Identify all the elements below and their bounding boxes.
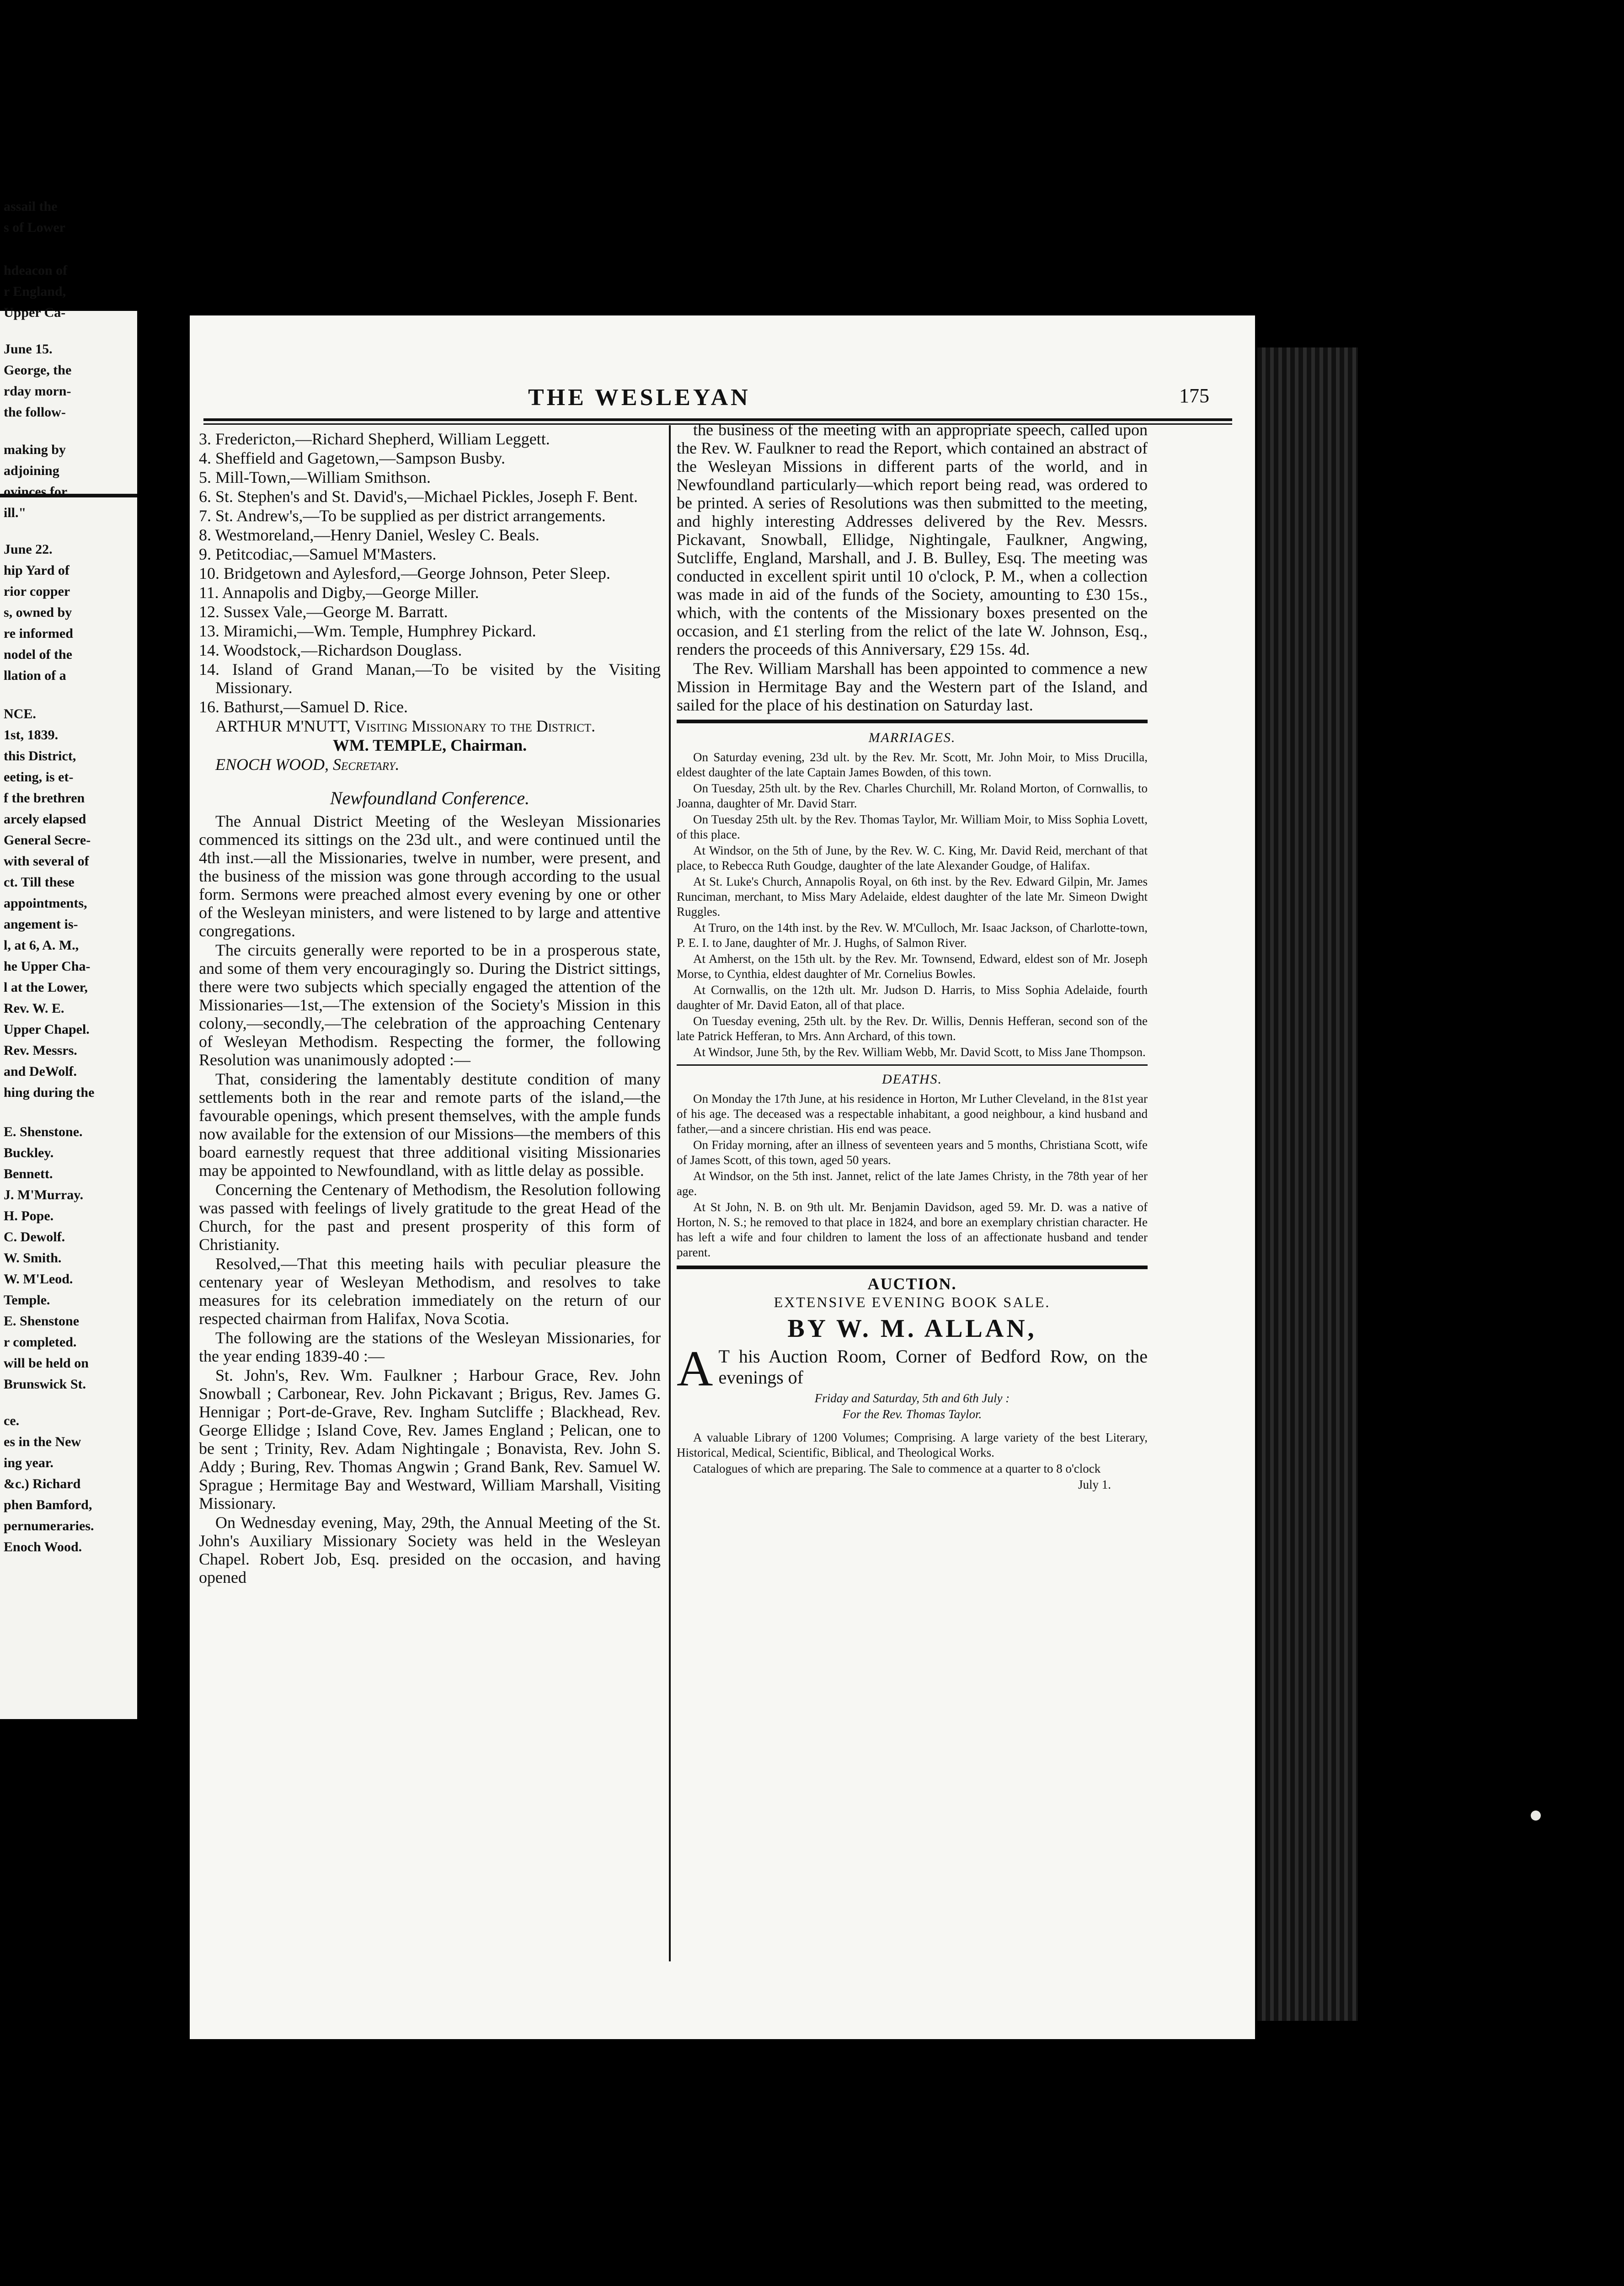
paragraph: The Rev. William Marshall has been appointed to commence a new Mission in Hermitage Bay and the Western part of the Island, and sailed for the place of his destination on Saturday last. bbox=[677, 659, 1148, 714]
auction-for: For the Rev. Thomas Taylor. bbox=[842, 1407, 982, 1421]
fragment-line: E. Shenstone. bbox=[4, 1124, 83, 1139]
fragment-line: &c.) Richard bbox=[4, 1476, 81, 1491]
fragment-line: l at the Lower, bbox=[4, 980, 88, 995]
fragment-line: l, at 6, A. M., bbox=[4, 938, 79, 953]
fragment-line: ing year. bbox=[4, 1455, 53, 1470]
auction-lead-text: T his Auction Room, Corner of Bedford Row, on the evenings of bbox=[718, 1346, 1148, 1388]
fragment-line: Brunswick St. bbox=[4, 1377, 86, 1392]
fragment-line: and DeWolf. bbox=[4, 1064, 77, 1079]
auction-catalogues: Catalogues of which are preparing. The Sale to commence at a quarter to 8 o'clock bbox=[693, 1462, 1101, 1475]
section-rule bbox=[677, 720, 1148, 723]
fragment-line: rday morn- bbox=[4, 384, 71, 399]
right-column bbox=[677, 421, 1148, 1493]
marriage-notice: At Truro, on the 14th inst. by the Rev. W. M'Culloch, Mr. Isaac Jackson, of Charlotte-town, P. E. I. to Jane, daughter of Mr. J. Hughs, of Salmon River. bbox=[677, 921, 1148, 950]
marriage-notice: At Amherst, on the 15th ult. by the Rev. Mr. Townsend, Edward, eldest son of Mr. Joseph Morse, to Cynthia, eldest daughter of Mr. Cornelius Bowles. bbox=[677, 952, 1148, 981]
station-list bbox=[199, 430, 661, 716]
fragment-line: ovinces for bbox=[4, 484, 68, 499]
fragment-line: s of Lower bbox=[4, 220, 65, 235]
fragment-line: Rev. W. E. bbox=[4, 1001, 64, 1016]
fragment-line: W. M'Leod. bbox=[4, 1271, 73, 1287]
marriage-notice: At Windsor, on the 5th of June, by the Rev. W. C. King, Mr. David Reid, merchant of that place, to Rebecca Ruth Goudge, daughter of the late Alexander Goudge, of Halifax. bbox=[677, 844, 1148, 872]
fragment-line: r completed. bbox=[4, 1335, 77, 1350]
fragment-line: phen Bamford, bbox=[4, 1497, 92, 1512]
fragment-line: rior copper bbox=[4, 584, 70, 599]
station-entry: 14. Island of Grand Manan,—To be visited by the Visiting Missionary. bbox=[199, 660, 661, 697]
page-number: 175 bbox=[1179, 385, 1209, 407]
station-entry: 5. Mill-Town,—William Smithson. bbox=[199, 468, 431, 486]
fragment-line: hing during the bbox=[4, 1085, 95, 1100]
fragment-line: ill." bbox=[4, 505, 27, 520]
paragraph: St. John's, Rev. Wm. Faulkner ; Harbour Grace, Rev. John Snowball ; Carbonear, Rev. John Pickavant ; Brigus, Rev. James G. Hennigar ; Port-de-Grave, Rev. Ingham Sutcliffe ; Blackhead, Rev. George Ellidge ; Island Cove, Rev. James England ; Pelican, one to be sent ; Trinity, Rev. Adam Nightingale ; Bonavista, Rev. John S. Addy ; Buring, Rev. Thomas Angwin ; Grand Bank, Rev. Samuel W. Sprague ; Hermitage Bay and Westward, William Marshall, Visiting Missionary. bbox=[199, 1366, 661, 1512]
marriages-heading: MARRIAGES. bbox=[868, 730, 956, 745]
fragment-line: s, owned by bbox=[4, 605, 72, 620]
fragment-line: llation of a bbox=[4, 668, 66, 683]
station-entry: 12. Sussex Vale,—George M. Barratt. bbox=[199, 603, 448, 621]
paragraph: The following are the stations of the Wesleyan Missionaries, for the year ending 1839-40 :— bbox=[199, 1329, 661, 1365]
fragment-line: es in the New bbox=[4, 1434, 81, 1449]
fragment-line: the follow- bbox=[4, 405, 66, 420]
fragment-line: will be held on bbox=[4, 1356, 89, 1371]
death-notice: On Monday the 17th June, at his residence in Horton, Mr Luther Cleveland, in the 81st year of his age. The deceased was a respectable inhabitant, a good neighbour, a kind husband and father,—and a sincere christian. His end was peace. bbox=[677, 1092, 1148, 1136]
book-page-edges bbox=[1257, 347, 1358, 2021]
fragment-line: hip Yard of bbox=[4, 563, 69, 578]
section-rule bbox=[677, 1064, 1148, 1066]
fragment-line: r England, bbox=[4, 284, 66, 299]
fragment-line: June 15. bbox=[4, 342, 53, 357]
auction-subheading: EXTENSIVE EVENING BOOK SALE. bbox=[774, 1294, 1051, 1310]
fragment-line: Rev. Messrs. bbox=[4, 1043, 77, 1058]
scan-dust-mark bbox=[1531, 1811, 1541, 1821]
station-entry: 9. Petitcodiac,—Samuel M'Masters. bbox=[199, 545, 437, 563]
fragment-line: with several of bbox=[4, 854, 89, 869]
marriage-notice: On Tuesday 25th ult. by the Rev. Thomas Taylor, Mr. William Moir, to Miss Sophia Lovett, of this place. bbox=[677, 812, 1148, 841]
article-continuation bbox=[677, 421, 1148, 714]
paragraph: On Wednesday evening, May, 29th, the Annual Meeting of the St. John's Auxiliary Missionary Society was held in the Wesleyan Chapel. Robert Job, Esq. presided on the occasion, and having opened bbox=[199, 1513, 661, 1586]
death-notice: On Friday morning, after an illness of seventeen years and 5 months, Christiana Scott, wife of James Scott, of this town, aged 50 years. bbox=[677, 1138, 1148, 1167]
deaths-list bbox=[677, 1091, 1148, 1260]
newspaper-title: THE WESLEYAN bbox=[528, 385, 751, 411]
fragment-line: ct. Till these bbox=[4, 875, 75, 890]
section-rule bbox=[677, 1266, 1148, 1269]
fragment-line: pernumeraries. bbox=[4, 1518, 94, 1533]
auction-lead bbox=[677, 1341, 1148, 1396]
station-entry: 3. Fredericton,—Richard Shepherd, William Leggett. bbox=[199, 430, 550, 448]
death-notice: At Windsor, on the 5th inst. Jannet, relict of the late James Christy, in the 78th year of her age. bbox=[677, 1169, 1148, 1198]
fragment-line: J. M'Murray. bbox=[4, 1187, 84, 1202]
fragment-line: Bennett. bbox=[4, 1166, 53, 1181]
station-entry: 16. Bathurst,—Samuel D. Rice. bbox=[199, 698, 408, 716]
fragment-line: H. Pope. bbox=[4, 1208, 54, 1223]
fragment-line: hdeacon of bbox=[4, 263, 68, 278]
fragment-line: Enoch Wood. bbox=[4, 1539, 82, 1554]
left-column bbox=[199, 430, 661, 1587]
fragment-line: making by bbox=[4, 442, 66, 457]
fragment-line: Upper Chapel. bbox=[4, 1022, 90, 1037]
secretary-signature: ENOCH WOOD, Secretary. bbox=[215, 755, 400, 774]
station-entry: 8. Westmoreland,—Henry Daniel, Wesley C. Beals. bbox=[199, 526, 540, 544]
fragment-line: NCE. bbox=[4, 706, 36, 721]
fragment-line: ce. bbox=[4, 1413, 20, 1428]
fragment-line: he Upper Cha- bbox=[4, 959, 91, 974]
marriages-list bbox=[677, 750, 1148, 1060]
page-header bbox=[208, 384, 1223, 416]
station-entry: 11. Annapolis and Digby,—George Miller. bbox=[199, 583, 479, 602]
deaths-heading: DEATHS. bbox=[881, 1072, 943, 1087]
station-entry: 6. St. Stephen's and St. David's,—Michael Pickles, Joseph F. Bent. bbox=[199, 487, 638, 506]
fragment-line: assail the bbox=[4, 199, 58, 214]
fragment-line: appointments, bbox=[4, 896, 87, 911]
paragraph: The circuits generally were reported to be in a prosperous state, and some of them very encouragingly so. During the District sittings, there were two subjects which specially engaged the attention of the Missionaries—1st,—The extension of the Society's Mission in this colony,—secondly,—The celebration of the approaching Centenary of Wesleyan Methodism. Respecting the former, the following Resolution was unanimously adopted :— bbox=[199, 941, 661, 1069]
paragraph: the business of the meeting with an appropriate speech, called upon the Rev. W. Faulkner to read the Report, which contained an abstract of the Wesleyan Missions in different parts of the world, and in Newfoundland particularly—which report being read, was ordered to be printed. A series of Resolutions was then submitted to the meeting, and highly interesting Addresses delivered by the Rev. Messrs. Pickavant, Snowball, Ellidge, Nightingale, Faulkner, Angwing, Sutcliffe, England, Marshall, and J. B. Bulley, Esq. The meeting was conducted in excellent spirit until 10 o'clock, P. M., when a collection was made in aid of the funds of the Society, amounting to £30 15s., which, with the contents of the Missionary boxes presented on the occasion, and £1 sterling from the relict of the late W. Johnson, Esq., renders the proceeds of this Anniversary, £29 15s. 4d. bbox=[677, 421, 1148, 658]
station-entry: 10. Bridgetown and Aylesford,—George Johnson, Peter Sleep. bbox=[199, 564, 610, 582]
station-entry: 4. Sheffield and Gagetown,—Sampson Busby. bbox=[199, 449, 505, 467]
fragment-line: George, the bbox=[4, 363, 72, 378]
fragment-line: nodel of the bbox=[4, 647, 72, 662]
fragment-line: W. Smith. bbox=[4, 1250, 62, 1266]
article-body bbox=[199, 812, 661, 1586]
auctioneer-byline: BY W. M. ALLAN, bbox=[787, 1314, 1037, 1343]
fragment-line: General Secre- bbox=[4, 833, 91, 848]
marriage-notice: On Tuesday, 25th ult. by the Rev. Charles Churchill, Mr. Roland Morton, of Cornwallis, to Joanna, daughter of Mr. David Starr. bbox=[677, 781, 1148, 810]
paragraph: That, considering the lamentably destitute condition of many settlements both in the rear and remote parts of the island,—the favourable openings, which present themselves, with the ample funds now available for the extension of our Missions—the members of this board earnestly request that three additional visiting Missionaries may be appointed to Newfoundland, with as little delay as possible. bbox=[199, 1070, 661, 1180]
auction-heading: AUCTION. bbox=[867, 1275, 957, 1293]
station-entry: 14. Woodstock,—Richardson Douglass. bbox=[199, 641, 462, 659]
fragment-line: arcely elapsed bbox=[4, 812, 86, 827]
paragraph: Concerning the Centenary of Methodism, the Resolution following was passed with feelings of lively gratitude to the great Head of the Church, for the past and present prosperity of this form of Christianity. bbox=[199, 1180, 661, 1254]
marriage-notice: On Saturday evening, 23d ult. by the Rev. Mr. Scott, Mr. John Moir, to Miss Drucilla, eldest daughter of the late Captain James Bowden, of this town. bbox=[677, 750, 1148, 779]
fragment-line: Upper Ca- bbox=[4, 305, 66, 320]
auction-dates: Friday and Saturday, 5th and 6th July : bbox=[814, 1391, 1010, 1405]
auction-date: July 1. bbox=[1078, 1478, 1111, 1491]
fragment-line: eeting, is et- bbox=[4, 769, 74, 785]
auction-body: A valuable Library of 1200 Volumes; Comprising. A large variety of the best Literary, Historical, Medical, Scientific, Biblical, and Theological Works. bbox=[677, 1431, 1148, 1459]
fragment-line: 1st, 1839. bbox=[4, 727, 59, 742]
station-entry: 7. St. Andrew's,—To be supplied as per district arrangements. bbox=[199, 507, 606, 525]
visiting-missionary-line: ARTHUR M'NUTT, Visiting Missionary to the District. bbox=[215, 717, 596, 735]
fragment-line: Buckley. bbox=[4, 1145, 54, 1160]
fragment-line: f the brethren bbox=[4, 790, 85, 806]
fragment-line: C. Dewolf. bbox=[4, 1229, 65, 1244]
marriage-notice: On Tuesday evening, 25th ult. by the Rev. Dr. Willis, Dennis Hefferan, second son of the late Patrick Hefferan, to Mrs. Ann Archard, of this town. bbox=[677, 1014, 1148, 1043]
station-entry: 13. Miramichi,—Wm. Temple, Humphrey Pickard. bbox=[199, 622, 536, 640]
death-notice: At St John, N. B. on 9th ult. Mr. Benjamin Davidson, aged 59. Mr. D. was a native of Horton, N. S.; he removed to that place in 1824, and bore an exemplary christian character. He has left a wife and four children to lament the loss of an affectionate husband and tender parent. bbox=[677, 1200, 1148, 1259]
marriage-notice: At Windsor, June 5th, by the Rev. William Webb, Mr. David Scott, to Miss Jane Thompson. bbox=[693, 1045, 1146, 1059]
fragment-line: E. Shenstone bbox=[4, 1314, 80, 1329]
paragraph: Resolved,—That this meeting hails with peculiar pleasure the centenary year of Wesleyan Methodism, and resolves to take measures for its celebration immediately on the return of our respected chairman from Halifax, Nova Scotia. bbox=[199, 1255, 661, 1328]
column-divider bbox=[669, 425, 671, 1961]
newspaper-page bbox=[190, 315, 1255, 2039]
adjacent-page-fragment bbox=[0, 199, 137, 1719]
section-title: Newfoundland Conference. bbox=[330, 788, 530, 808]
marriage-notice: At Cornwallis, on the 12th ult. Mr. Judson D. Harris, to Miss Sophia Adelaide, fourth daughter of Mr. David Eaton, all of that place. bbox=[677, 983, 1148, 1012]
fragment-line: re informed bbox=[4, 626, 73, 641]
fragment-line: angement is- bbox=[4, 917, 78, 932]
fragment-line: Temple. bbox=[4, 1293, 50, 1308]
drop-cap: A bbox=[677, 1341, 713, 1396]
chairman-signature: WM. TEMPLE, Chairman. bbox=[332, 736, 527, 754]
fragment-line: this District, bbox=[4, 748, 76, 764]
fragment-line: adjoining bbox=[4, 463, 59, 478]
marriage-notice: At St. Luke's Church, Annapolis Royal, on 6th inst. by the Rev. Edward Gilpin, Mr. James Runciman, merchant, to Miss Mary Adelaide, eldest daughter of the late Mr. Simeon Dwight Ruggles. bbox=[677, 875, 1148, 919]
paragraph: The Annual District Meeting of the Wesleyan Missionaries commenced its sittings on the 23d ult., and were continued until the 4th inst.—all the Missionaries, twelve in number, were present, and the business of the mission was gone through according to the usual form. Sermons were preached almost every evening by one or other of the Wesleyan ministers, and were listened to by large and attentive congregations. bbox=[199, 812, 661, 940]
fragment-line: June 22. bbox=[4, 542, 53, 557]
